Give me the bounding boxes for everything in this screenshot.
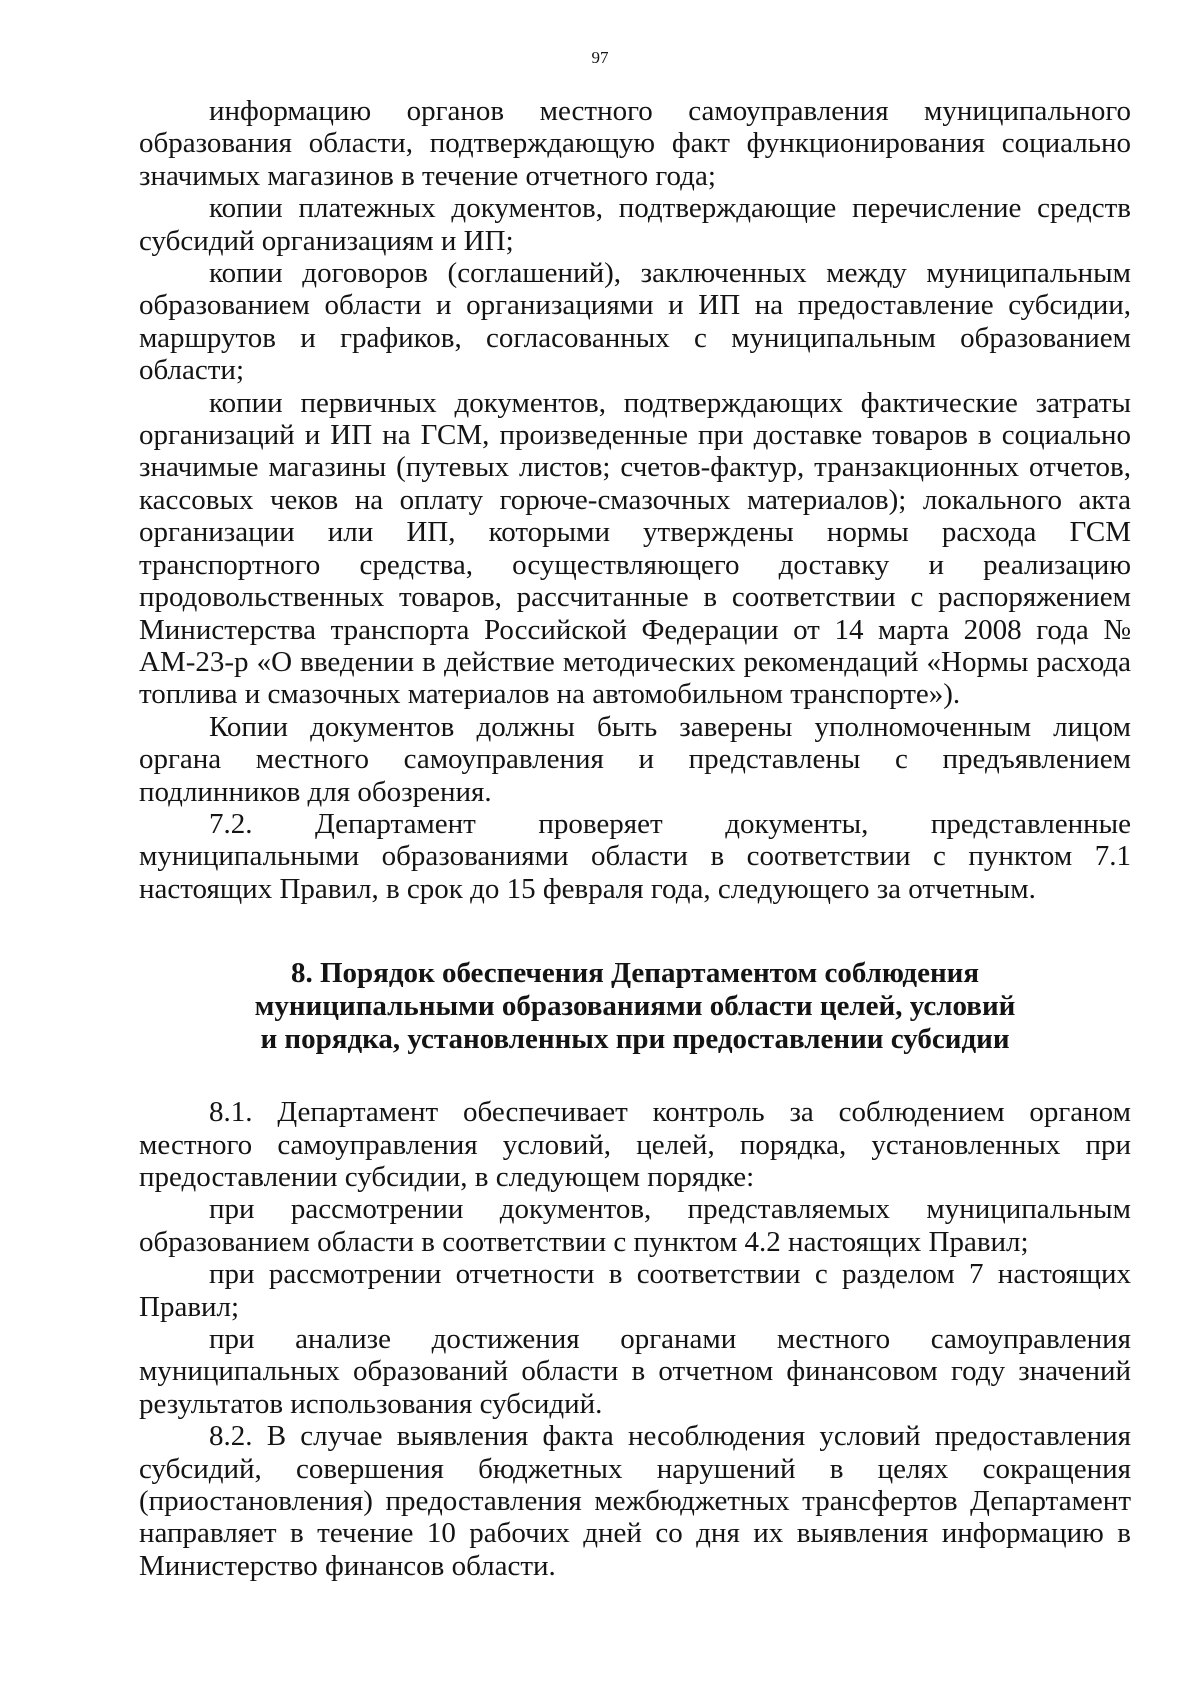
paragraph-8-1: 8.1. Департамент обеспечивает контроль за соблюдением органом местного самоуправления условий, целей, порядка, установленных при предоставлении субсидии, в следующем порядке: bbox=[139, 1096, 1131, 1193]
paragraph-7-2: 7.2. Департамент проверяет документы, представленные муниципальными образованиями области в соответствии с пунктом 7.1 настоящих Правил, в срок до 15 февраля года, следующего за отчетным. bbox=[139, 807, 1131, 905]
section-heading-line: муниципальными образованиями области целей, условий bbox=[254, 990, 1016, 1023]
section-heading-line: 8. Порядок обеспечения Департаментом соблюдения bbox=[290, 957, 980, 990]
paragraph-contracts: копии договоров (соглашений), заключенных между муниципальным образованием области и организациями и ИП на предоставление субсидии, маршрутов и графиков, согласованных с муниципальным образованием области; bbox=[139, 257, 1131, 387]
section-heading-line: и порядка, установленных при предоставлении субсидии bbox=[260, 1023, 1010, 1056]
paragraph-review-documents: при рассмотрении документов, представляемых муниципальным образованием области в соответствии с пунктом 4.2 настоящих Правил; bbox=[139, 1193, 1131, 1258]
paragraph-review-reporting: при рассмотрении отчетности в соответствии с разделом 7 настоящих Правил; bbox=[139, 1258, 1131, 1323]
paragraph-results-analysis: при анализе достижения органами местного самоуправления муниципальных образований области в отчетном финансовом году значений результатов использования субсидий. bbox=[139, 1323, 1131, 1420]
paragraph-municipal-info: информацию органов местного самоуправления муниципального образования области, подтверждающую факт функционирования социально значимых магазинов в течение отчетного года; bbox=[139, 95, 1131, 192]
section-heading-8 bbox=[139, 957, 1131, 1056]
paragraph-8-2: 8.2. В случае выявления факта несоблюдения условий предоставления субсидий, совершения бюджетных нарушений в целях сокращения (приостановления) предоставления межбюджетных трансфертов Департамент направляет в течение 10 рабочих дней со дня их выявления информацию в Министерство финансов области. bbox=[139, 1420, 1131, 1582]
paragraph-primary-documents: копии первичных документов, подтверждающих фактические затраты организаций и ИП на ГСМ, произведенные при доставке товаров в социально значимые магазины (путевых листов; счетов-фактур, транзакционных отчетов, кассовых чеков на оплату горюче-смазочных материалов); локального акта организации или ИП, которыми утверждены нормы расхода ГСМ транспортного средства, осуществляющего доставку и реализацию продовольственных товаров, рассчитанные в соответствии с распоряжением Министерства транспорта Российской Федерации от 14 марта 2008 года № АМ-23-р «О введении в действие методических рекомендаций «Нормы расхода топлива и смазочных материалов на автомобильном транспорте»). bbox=[139, 386, 1131, 711]
paragraph-payment-documents: копии платежных документов, подтверждающие перечисление средств субсидий организациям и ИП; bbox=[139, 192, 1131, 257]
document-body bbox=[139, 95, 1131, 1582]
paragraph-certification: Копии документов должны быть заверены уполномоченным лицом органа местного самоуправления и представлены с предъявлением подлинников для обозрения. bbox=[139, 710, 1131, 808]
page-number: 97 bbox=[591, 48, 609, 67]
